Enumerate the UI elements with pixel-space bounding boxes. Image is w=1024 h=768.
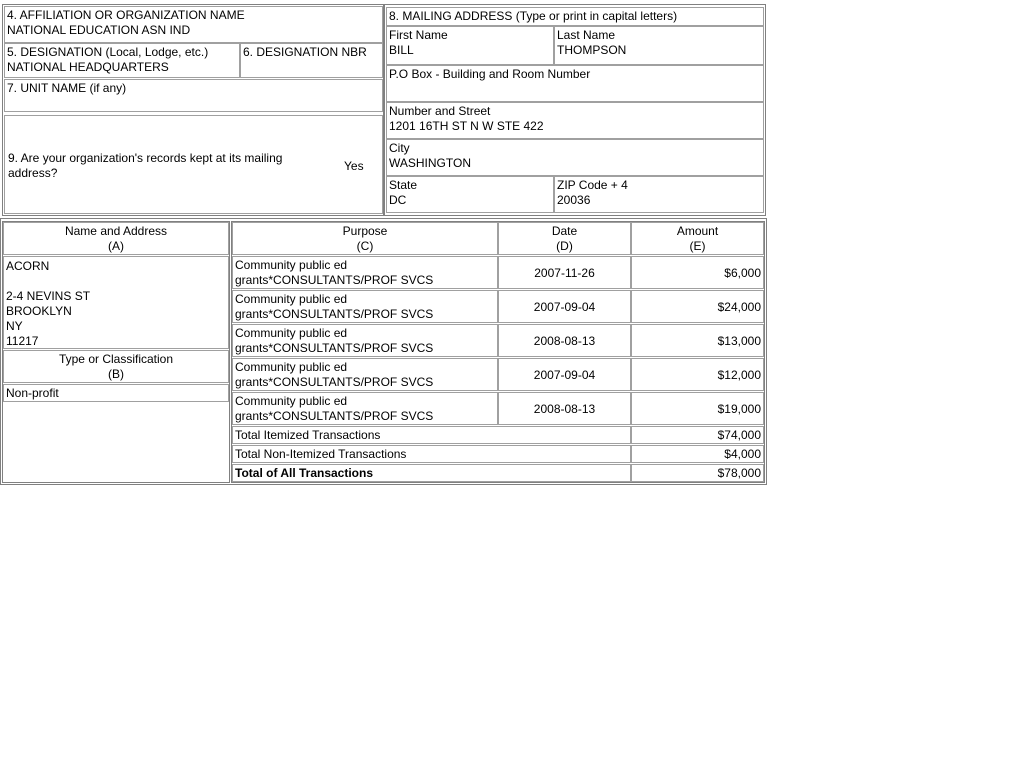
records-question-line2: address? — [8, 166, 58, 180]
total-itemized-amount-cell — [631, 426, 764, 444]
payee-type-header-code: (B) — [108, 367, 124, 381]
total-non-itemized-amount: $4,000 — [724, 447, 761, 461]
table-row-purpose — [232, 324, 498, 357]
row-purpose-line1: Community public ed — [235, 258, 348, 272]
total-itemized-label: Total Itemized Transactions — [235, 428, 381, 442]
row-date-value: 2007-09-04 — [533, 300, 596, 314]
last-name-cell — [554, 26, 764, 65]
street-label: Number and Street — [389, 104, 491, 118]
records-question-answer: Yes — [344, 159, 364, 173]
row-purpose-line1: Community public ed — [235, 394, 348, 408]
row-purpose-line2: grants*CONSULTANTS/PROF SVCS — [235, 307, 434, 321]
city-cell — [386, 139, 764, 176]
table-row-purpose — [232, 358, 498, 391]
date-header-label: Date — [551, 224, 578, 238]
table-row-date — [498, 324, 631, 357]
row-date-value: 2007-11-26 — [534, 266, 595, 280]
mailing-address-header-cell — [386, 7, 764, 26]
table-row-date — [498, 392, 631, 425]
payee-address-cell — [3, 256, 229, 349]
payee-name: ACORN — [6, 259, 50, 273]
designation-label: 5. DESIGNATION (Local, Lodge, etc.) — [7, 45, 209, 59]
total-itemized-amount: $74,000 — [717, 428, 761, 442]
payee-header-code: (A) — [108, 239, 124, 253]
row-amount-value: $13,000 — [717, 334, 761, 348]
designation-value: NATIONAL HEADQUARTERS — [7, 60, 169, 74]
state-value: DC — [389, 193, 407, 207]
table-row-amount — [631, 324, 764, 357]
table-row-date — [498, 358, 631, 391]
street-cell — [386, 102, 764, 139]
state-cell — [386, 176, 554, 213]
purpose-header-label: Purpose — [342, 224, 388, 238]
affiliation-cell — [4, 6, 383, 43]
row-purpose-line2: grants*CONSULTANTS/PROF SVCS — [235, 273, 434, 287]
payee-blank-line — [6, 274, 226, 289]
zip-value: 20036 — [557, 193, 591, 207]
last-name-label: Last Name — [557, 28, 616, 42]
total-all-label: Total of All Transactions — [235, 466, 374, 480]
table-row-purpose — [232, 290, 498, 323]
row-purpose-line1: Community public ed — [235, 292, 348, 306]
records-question-cell — [4, 115, 383, 214]
total-non-itemized-label-cell — [232, 445, 631, 463]
row-amount-value: $12,000 — [717, 368, 761, 382]
table-row-purpose — [232, 256, 498, 289]
first-name-cell — [386, 26, 554, 65]
po-box-label: P.O Box - Building and Room Number — [389, 67, 591, 81]
first-name-label: First Name — [389, 28, 448, 42]
state-label: State — [389, 178, 418, 192]
payee-type-header-label: Type or Classification — [58, 352, 174, 366]
payee-type-cell — [3, 384, 229, 402]
table-row-date — [498, 256, 631, 289]
total-all-label-cell — [232, 464, 631, 482]
total-all-amount: $78,000 — [717, 466, 761, 480]
zip-label: ZIP Code + 4 — [557, 178, 628, 192]
payee-header-cell — [3, 222, 229, 255]
affiliation-label: 4. AFFILIATION OR ORGANIZATION NAME — [7, 8, 245, 22]
table-row-amount — [631, 290, 764, 323]
row-purpose-line1: Community public ed — [235, 360, 348, 374]
payee-type-header-cell — [3, 350, 229, 383]
table-row-purpose — [232, 392, 498, 425]
row-purpose-line2: grants*CONSULTANTS/PROF SVCS — [235, 341, 434, 355]
payee-street: 2-4 NEVINS ST — [6, 289, 91, 303]
total-all-amount-cell — [631, 464, 764, 482]
total-itemized-label-cell — [232, 426, 631, 444]
purpose-header-code: (C) — [356, 239, 374, 253]
records-question-line1: 9. Are your organization's records kept at its mailing — [8, 151, 283, 165]
row-amount-value: $6,000 — [724, 266, 761, 280]
unit-name-cell — [4, 79, 383, 112]
date-header — [498, 222, 631, 255]
table-row-amount — [631, 256, 764, 289]
unit-name-label: 7. UNIT NAME (if any) — [7, 81, 127, 95]
amount-header-label: Amount — [676, 224, 719, 238]
designation-nbr-label: 6. DESIGNATION NBR — [243, 45, 367, 59]
row-purpose-line2: grants*CONSULTANTS/PROF SVCS — [235, 409, 434, 423]
row-amount-value: $19,000 — [717, 402, 761, 416]
purpose-header — [232, 222, 498, 255]
date-header-code: (D) — [556, 239, 573, 253]
zip-cell — [554, 176, 764, 213]
records-question-text — [8, 151, 308, 181]
table-row-amount — [631, 358, 764, 391]
amount-header — [631, 222, 764, 255]
affiliation-value: NATIONAL EDUCATION ASN IND — [7, 23, 191, 37]
row-date-value: 2008-08-13 — [533, 402, 596, 416]
po-box-cell — [386, 65, 764, 102]
table-row-amount — [631, 392, 764, 425]
payee-zip: 11217 — [6, 334, 39, 348]
row-purpose-line1: Community public ed — [235, 326, 348, 340]
amount-header-code: (E) — [689, 239, 706, 253]
row-amount-value: $24,000 — [717, 300, 761, 314]
row-purpose-line2: grants*CONSULTANTS/PROF SVCS — [235, 375, 434, 389]
payee-city: BROOKLYN — [6, 304, 72, 318]
payee-type-value: Non-profit — [6, 386, 59, 400]
last-name-value: THOMPSON — [557, 43, 627, 57]
mailing-address-label: 8. MAILING ADDRESS (Type or print in capital letters) — [389, 9, 678, 23]
row-date-value: 2008-08-13 — [533, 334, 596, 348]
designation-cell — [4, 43, 240, 78]
city-label: City — [389, 141, 410, 155]
table-row-date — [498, 290, 631, 323]
row-date-value: 2007-09-04 — [533, 368, 596, 382]
total-non-itemized-label: Total Non-Itemized Transactions — [235, 447, 407, 461]
payee-state: NY — [6, 319, 23, 333]
designation-nbr-cell — [240, 43, 383, 78]
total-non-itemized-amount-cell — [631, 445, 764, 463]
city-value: WASHINGTON — [389, 156, 472, 170]
street-value: 1201 16TH ST N W STE 422 — [389, 119, 544, 133]
payee-header-label: Name and Address — [64, 224, 168, 238]
first-name-value: BILL — [389, 43, 414, 57]
